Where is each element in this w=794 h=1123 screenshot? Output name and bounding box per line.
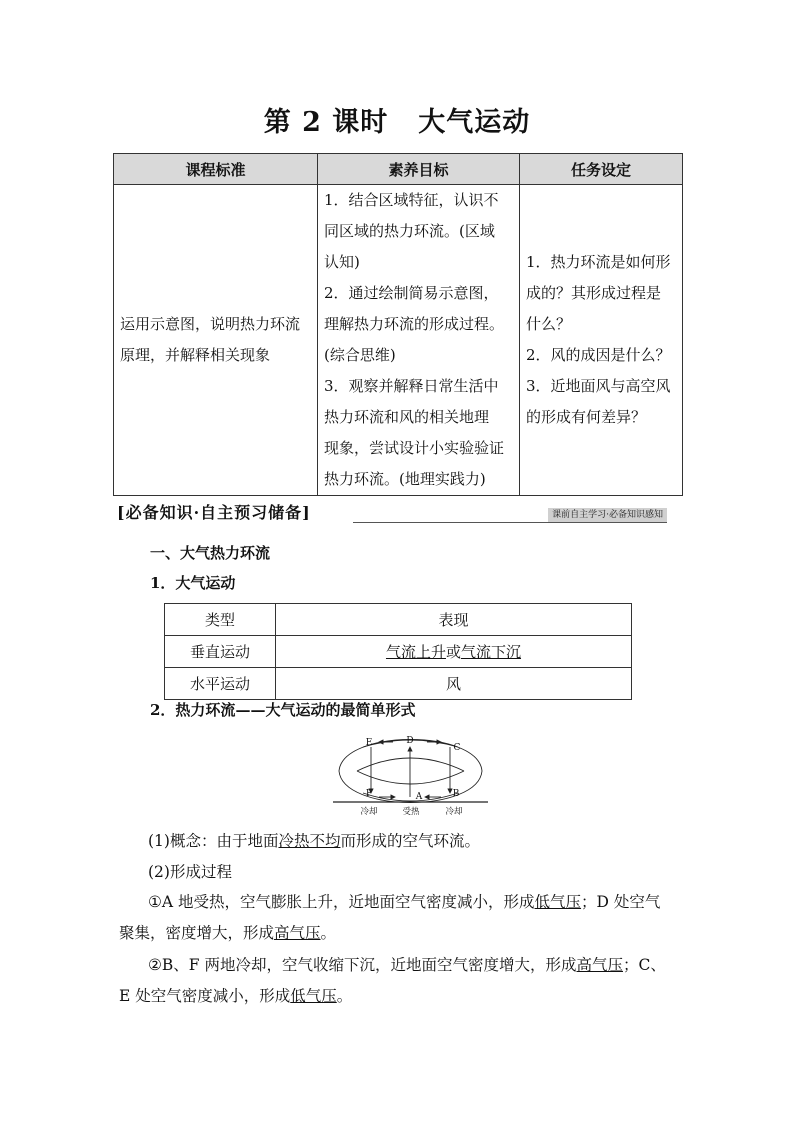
lesson-number: 第 2 课时 [263, 107, 389, 138]
step-text: ；C、 [623, 956, 666, 974]
step-text: 。 [336, 987, 353, 1005]
task-line: 的形成有何差异？ [526, 408, 647, 426]
step-text: ；D 处空气 [581, 893, 661, 911]
goal-line: 热力环流和风的相关地理 [324, 408, 490, 426]
section-banner [117, 500, 667, 524]
answer-sink: 气流下沉 [461, 643, 522, 661]
concept-paragraph [148, 829, 480, 851]
point-label-b: B [452, 789, 460, 799]
answer-low-pressure: 低气压 [290, 987, 337, 1005]
point-label-a: A [415, 792, 423, 802]
goal-line: 2．通过绘制简易示意图， [324, 284, 499, 302]
motion-expression [276, 668, 632, 700]
lower-isobar [363, 793, 458, 801]
motion-header-row [165, 604, 632, 636]
ground-label-cool: 冷却 [360, 807, 378, 817]
motion-header-type: 类型 [165, 604, 276, 636]
step-text: 聚集，密度增大，形成 [119, 924, 275, 942]
outer-circulation-curve [339, 740, 482, 803]
lesson-topic: 大气运动 [418, 107, 531, 138]
goals-cell [318, 185, 520, 496]
concept-prefix: (1)概念：由于地面 [148, 832, 279, 850]
process-step-2-line-2 [119, 984, 352, 1006]
standards-header-row [114, 154, 683, 185]
goal-line: 3．观察并解释日常生活中 [324, 377, 499, 395]
step-text: ②B、F 两地冷却，空气收缩下沉，近地面空气密度增大，形成 [148, 956, 577, 974]
goal-line: 热力环流。(地理实践力) [324, 470, 486, 488]
goal-line: 理解热力环流的形成过程。 [324, 315, 505, 333]
section-heading: 一、大气热力环流 [150, 544, 271, 562]
process-step-1-line-2 [119, 921, 336, 943]
step-text: 。 [320, 924, 337, 942]
table-row [165, 668, 632, 700]
motion-type: 垂直运动 [165, 636, 276, 668]
header-curriculum: 课程标准 [114, 154, 318, 185]
inner-isobar-top [357, 758, 464, 771]
answer-high-pressure: 高气压 [576, 956, 623, 974]
subheading-thermal-circulation: 2．热力环流——大气运动的最简单形式 [150, 701, 416, 719]
tasks-cell [520, 185, 683, 496]
goal-line: 同区域的热力环流。(区域 [324, 222, 495, 240]
answer-low-pressure: 低气压 [534, 893, 582, 911]
connector-text: 或 [445, 643, 461, 661]
banner-rule [353, 522, 667, 523]
goal-line: 现象，尝试设计小实验验证 [324, 439, 505, 457]
step-text: E 处空气密度减小，形成 [119, 987, 291, 1005]
motion-table [164, 603, 632, 700]
curriculum-cell [114, 185, 318, 496]
header-goals: 素养目标 [318, 154, 520, 185]
inner-isobar-bottom [357, 771, 464, 784]
table-row [165, 636, 632, 668]
motion-type: 水平运动 [165, 668, 276, 700]
thermal-circulation-diagram [333, 733, 488, 818]
answer-high-pressure: 高气压 [274, 924, 321, 942]
task-line: 什么？ [526, 315, 572, 333]
header-tasks: 任务设定 [520, 154, 683, 185]
process-step-2-line-1 [148, 953, 666, 975]
step-text: ①A 地受热，空气膨胀上升，近地面空气密度减小，形成 [148, 893, 535, 911]
task-line: 2．风的成因是什么？ [526, 346, 671, 364]
process-heading: (2)形成过程 [148, 863, 232, 881]
curriculum-line: 原理，并解释相关现象 [120, 346, 271, 364]
concept-suffix: 而形成的空气环流。 [340, 832, 480, 850]
motion-expression [276, 636, 632, 668]
banner-title: [必备知识·自主预习储备] [117, 503, 311, 522]
task-line: 1．热力环流是如何形 [526, 253, 671, 271]
standards-row [114, 185, 683, 496]
concept-answer: 冷热不均 [278, 832, 341, 850]
point-label-c: C [453, 743, 461, 753]
banner-tag: 课前自主学习·必备知识感知 [548, 508, 667, 522]
goal-line: 1．结合区域特征，认识不 [324, 191, 499, 209]
answer-rise: 气流上升 [385, 643, 446, 661]
standards-table [113, 153, 683, 496]
subheading-atmospheric-motion: 1．大气运动 [150, 574, 236, 592]
task-line: 成的？其形成过程是 [526, 284, 662, 302]
goal-line: (综合思维) [324, 346, 396, 364]
point-label-e: E [365, 738, 373, 748]
page-title [0, 100, 794, 139]
ground-label-heat: 受热 [402, 807, 420, 817]
ground-label-cool: 冷却 [445, 807, 463, 817]
goal-line: 认知) [324, 253, 360, 271]
process-step-1-line-1 [148, 890, 660, 912]
point-label-d: D [406, 736, 414, 746]
motion-header-expression: 表现 [276, 604, 632, 636]
curriculum-line: 运用示意图，说明热力环流 [120, 315, 301, 333]
task-line: 3．近地面风与高空风 [526, 377, 671, 395]
point-label-f: F [365, 789, 373, 799]
answer-wind: 风 [445, 675, 461, 693]
